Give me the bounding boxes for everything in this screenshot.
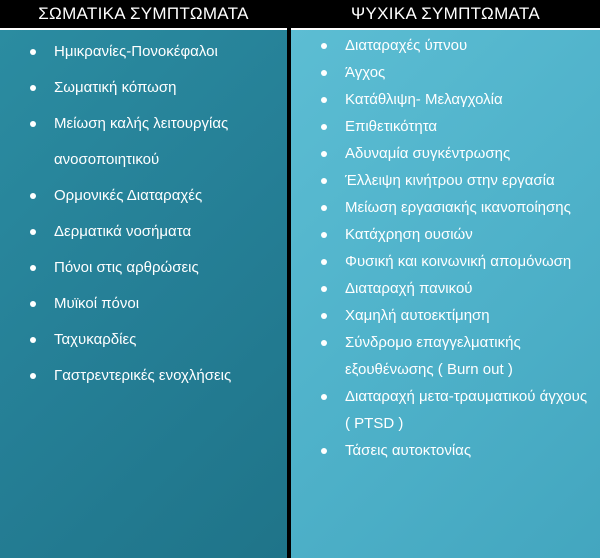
list-item (0, 106, 287, 178)
list-item (291, 221, 600, 248)
list-item-label: Επιθετικότητα (345, 118, 438, 135)
list-item-label: Μείωση εργασιακής ικανοποίησης (345, 199, 571, 216)
list-item-label: Μυϊκοί πόνοι (54, 295, 140, 312)
list-item (291, 86, 600, 113)
list-item-label: Δερματικά νοσήματα (54, 223, 192, 240)
list-item (291, 248, 600, 275)
bullet-icon (30, 229, 36, 235)
bullet-icon (321, 151, 327, 157)
list-item (0, 358, 287, 394)
bullet-icon (30, 373, 36, 379)
bullet-icon (30, 337, 36, 343)
bullet-icon (321, 70, 327, 76)
list-item-label: Διαταραχή μετα-τραυματικού άγχους ( PTSD ) (345, 388, 588, 432)
list-item (0, 70, 287, 106)
bullet-icon (321, 124, 327, 130)
list-item-label: Μείωση καλής λειτουργίας ανοσοποιητικού (54, 115, 229, 168)
list-item-label: Διαταραχή πανικού (345, 280, 473, 297)
psychological-symptoms-column (291, 0, 600, 558)
list-item (291, 113, 600, 140)
somatic-symptoms-panel (0, 30, 287, 558)
list-item-label: Φυσική και κοινωνική απομόνωση (345, 253, 572, 270)
bullet-icon (321, 205, 327, 211)
list-item (291, 437, 600, 464)
list-item-label: Έλλειψη κινήτρου στην εργασία (345, 172, 555, 189)
list-item (291, 167, 600, 194)
bullet-icon (30, 121, 36, 127)
list-item-label: Πόνοι στις αρθρώσεις (54, 259, 199, 276)
list-item-label: Ορμονικές Διαταραχές (54, 187, 203, 204)
list-item (0, 34, 287, 70)
psychological-symptoms-header: ΨΥΧΙΚΑ ΣΥΜΠΤΩΜΑΤΑ (291, 0, 600, 28)
bullet-icon (321, 97, 327, 103)
list-item-label: Ημικρανίες-Πονοκέφαλοι (54, 43, 218, 60)
bullet-icon (321, 178, 327, 184)
list-item-label: Σύνδρομο επαγγελματικής εξουθένωσης ( Burn out ) (345, 334, 521, 378)
list-item-label: Αδυναμία συγκέντρωσης (345, 145, 511, 162)
list-item (0, 178, 287, 214)
bullet-icon (30, 301, 36, 307)
list-item-label: Ταχυκαρδίες (54, 331, 137, 348)
list-item-label: Κατάθλιψη- Μελαγχολία (345, 91, 503, 108)
list-item (291, 32, 600, 59)
bullet-icon (321, 286, 327, 292)
list-item (291, 329, 600, 383)
psychological-symptoms-list (291, 30, 600, 464)
list-item (0, 250, 287, 286)
bullet-icon (30, 193, 36, 199)
list-item-label: Διαταραχές ύπνου (345, 37, 468, 54)
list-item (291, 275, 600, 302)
list-item-label: Κατάχρηση ουσιών (345, 226, 473, 243)
list-item (291, 194, 600, 221)
somatic-symptoms-list (0, 30, 287, 394)
somatic-symptoms-column (0, 0, 287, 558)
list-item-label: Χαμηλή αυτοεκτίμηση (345, 307, 490, 324)
bullet-icon (321, 43, 327, 49)
somatic-symptoms-header: ΣΩΜΑΤΙΚΑ ΣΥΜΠΤΩΜΑΤΑ (0, 0, 287, 28)
list-item-label: Γαστρεντερικές ενοχλήσεις (54, 367, 232, 384)
psychological-symptoms-panel (291, 30, 600, 558)
list-item (0, 322, 287, 358)
list-item (291, 383, 600, 437)
bullet-icon (30, 85, 36, 91)
list-item-label: Άγχος (345, 64, 386, 81)
list-item-label: Τάσεις αυτοκτονίας (345, 442, 472, 459)
list-item (0, 286, 287, 322)
list-item-label: Σωματική κόπωση (54, 79, 177, 96)
bullet-icon (30, 49, 36, 55)
bullet-icon (321, 394, 327, 400)
list-item (291, 59, 600, 86)
bullet-icon (321, 259, 327, 265)
bullet-icon (30, 265, 36, 271)
list-item (0, 214, 287, 250)
bullet-icon (321, 232, 327, 238)
list-item (291, 140, 600, 167)
list-item (291, 302, 600, 329)
bullet-icon (321, 448, 327, 454)
bullet-icon (321, 313, 327, 319)
bullet-icon (321, 340, 327, 346)
